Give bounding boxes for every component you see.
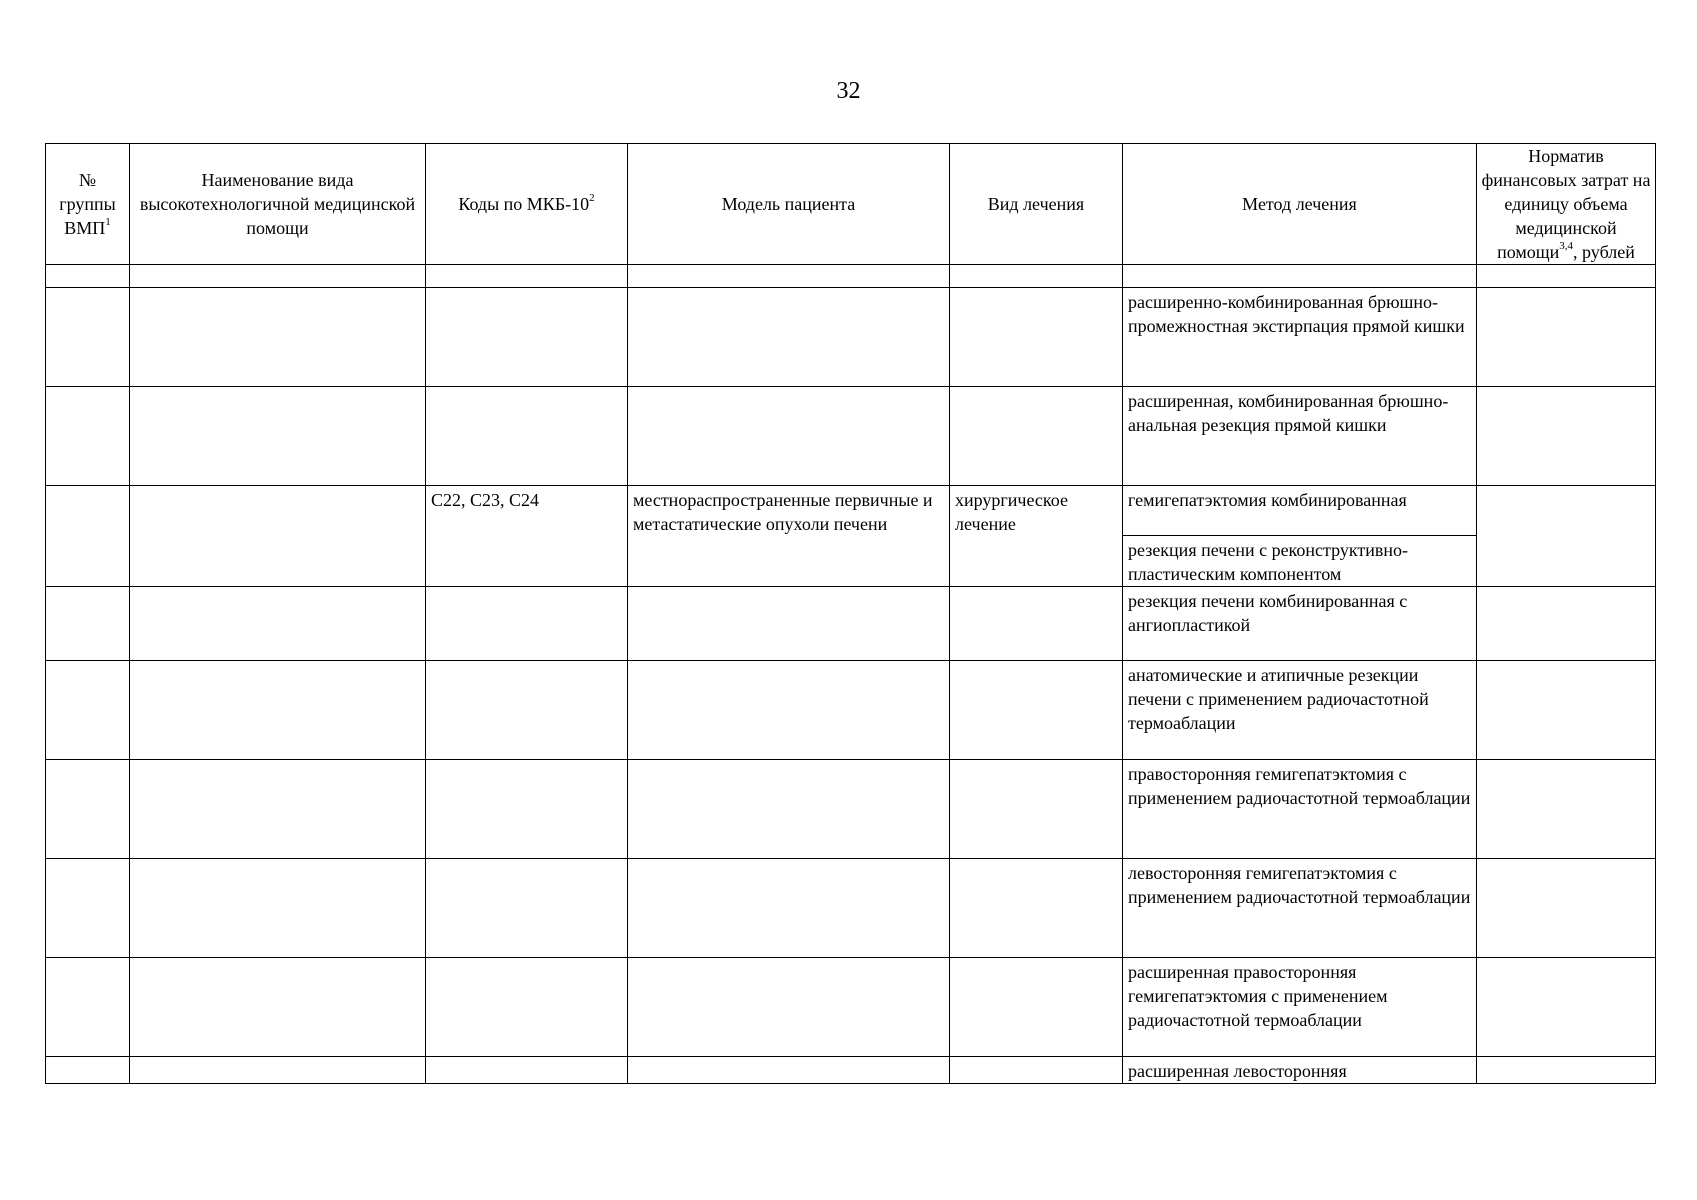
header-patient-model: Модель пациента xyxy=(628,144,950,265)
method-cell: резекция печени с реконструктивно-пластическим компонентом xyxy=(1123,536,1477,587)
table-row xyxy=(46,486,1656,536)
method-cell: расширенно-комбинированная брюшно-промежностная экстирпация прямой кишки xyxy=(1123,288,1477,387)
page-number: 32 xyxy=(836,78,861,104)
table-row xyxy=(46,661,1656,760)
vmp-table xyxy=(45,143,1656,1084)
table-row xyxy=(46,288,1656,387)
method-cell: расширенная правосторонняя гемигепатэктомия с применением радиочастотной термоаблации xyxy=(1123,958,1477,1057)
method-cell: левосторонняя гемигепатэктомия с применением радиочастотной термоаблации xyxy=(1123,859,1477,958)
table-header-row xyxy=(46,144,1656,265)
table-row xyxy=(46,1057,1656,1084)
patient-model-cell: местнораспространенные первичные и метастатические опухоли печени xyxy=(628,486,950,587)
table-row xyxy=(46,859,1656,958)
treatment-type-cell: хирургическое лечение xyxy=(950,486,1123,587)
header-group-number: № группы ВМП$^1$ xyxy=(46,144,130,265)
table-row xyxy=(46,760,1656,859)
method-cell: резекция печени комбинированная с ангиопластикой xyxy=(1123,587,1477,661)
method-cell: гемигепатэктомия комбинированная xyxy=(1123,486,1477,536)
table-row xyxy=(46,265,1656,288)
method-cell: анатомические и атипичные резекции печени с применением радиочастотной термоаблации xyxy=(1123,661,1477,760)
header-care-name: Наименование вида высокотехнологичной медицинской помощи xyxy=(130,144,426,265)
header-treatment-method: Метод лечения xyxy=(1123,144,1477,265)
table-row xyxy=(46,958,1656,1057)
icd-codes-cell: C22, C23, C24 xyxy=(426,486,628,587)
header-cost-norm: Норматив финансовых затрат на единицу объема медицинской помощи$^{3,4}$, рублей xyxy=(1477,144,1656,265)
method-cell: правосторонняя гемигепатэктомия с применением радиочастотной термоаблации xyxy=(1123,760,1477,859)
table-row xyxy=(46,387,1656,486)
header-icd-codes: Коды по МКБ-$10^2$ xyxy=(426,144,628,265)
method-cell: расширенная, комбинированная брюшно-анальная резекция прямой кишки xyxy=(1123,387,1477,486)
method-cell: расширенная левосторонняя xyxy=(1123,1057,1477,1084)
table-row xyxy=(46,587,1656,661)
header-treatment-type: Вид лечения xyxy=(950,144,1123,265)
